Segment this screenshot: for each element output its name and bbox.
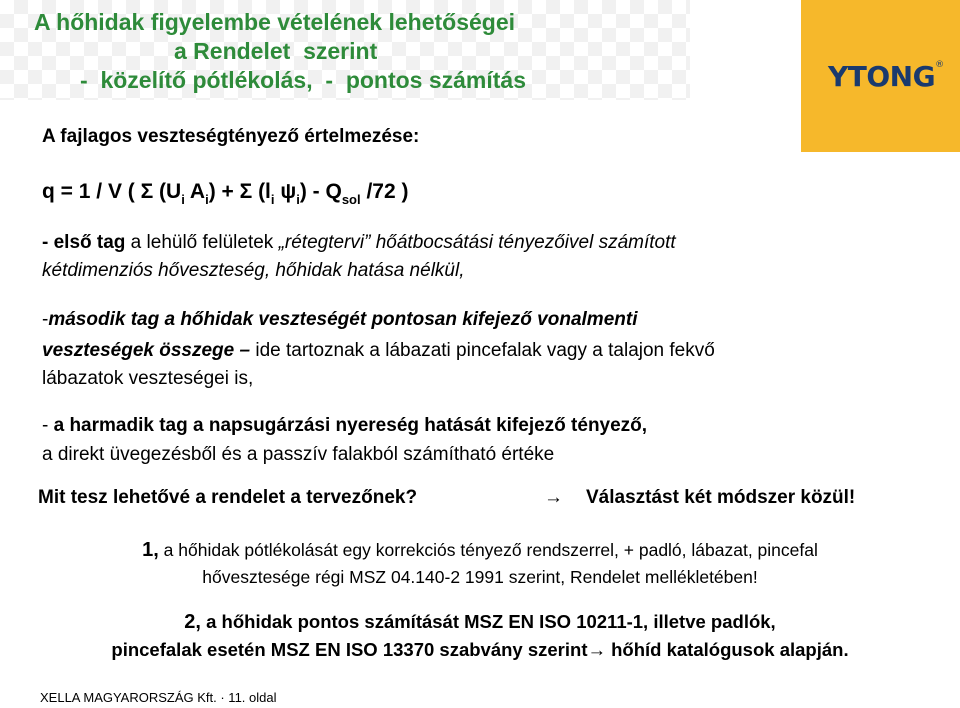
formula-part: /72 ) — [360, 180, 409, 203]
first-term-label: - első tag — [42, 232, 126, 253]
first-term-line-1 — [42, 231, 676, 255]
text-span: a hőhidak pontos számítását MSZ EN ISO 10211-1, illetve padlók, — [200, 611, 776, 632]
formula-subscript: i — [181, 192, 185, 207]
formula-part: ) - Q — [299, 180, 342, 203]
registered-mark: ® — [935, 60, 944, 70]
section-subtitle: A fajlagos veszteségtényező értelmezése: — [42, 126, 420, 147]
formula — [42, 180, 408, 206]
slide-title — [34, 8, 674, 95]
text-span: - — [42, 415, 54, 436]
logo-text: YTONG — [828, 60, 936, 93]
logo-wordmark — [828, 60, 944, 93]
third-term-label: a harmadik tag a napsugárzási nyereség hatását kifejező tényező, — [53, 415, 648, 436]
formula-subscript: i — [205, 192, 209, 207]
question-right: Választást két módszer közül! — [586, 487, 856, 508]
right-arrow-icon: → — [587, 639, 606, 660]
text-span: hőhíd katalógusok alapján. — [605, 639, 849, 660]
option-1-line-1 — [0, 537, 960, 563]
formula-subscript: i — [270, 192, 275, 207]
option-number: 2, — [184, 611, 201, 633]
second-term-line-1 — [42, 308, 637, 332]
second-term-line-2 — [42, 339, 715, 363]
right-arrow-icon: → — [544, 487, 563, 508]
second-term-label: második tag a hőhidak veszteségét pontosan kifejező vonalmenti — [48, 309, 638, 330]
ytong-logo — [801, 0, 960, 152]
second-term-line-3: lábazatok veszteségei is, — [42, 368, 254, 389]
footer: XELLA MAGYARORSZÁG Kft. · 11. oldal — [40, 690, 277, 705]
option-2-line-2 — [0, 637, 960, 663]
text-span: a lehülő felületek — [125, 232, 279, 253]
option-1-line-2: hővesztesége régi MSZ 04.140-2 1991 szerint, Rendelet mellékletében! — [202, 567, 758, 587]
formula-subscript: sol — [341, 192, 361, 207]
question-left: Mit tesz lehetővé a rendelet a tervezőnek? — [38, 487, 418, 508]
third-term-line-1 — [42, 414, 647, 438]
formula-subscript: i — [296, 192, 300, 207]
title-line-1: A hőhidak figyelembe vételének lehetőségei — [34, 9, 516, 35]
formula-part: ) + Σ (l — [208, 180, 271, 203]
formula-part: A — [184, 180, 206, 203]
text-span: veszteségek összege – — [42, 340, 251, 361]
text-span: pincefalak esetén MSZ EN ISO 13370 szabvány szerint — [111, 639, 588, 660]
formula-part: q = 1 / V ( Σ (U — [42, 180, 182, 203]
text-span: „rétegtervi” hőátbocsátási tényezőivel számított — [278, 232, 676, 253]
title-line-2: a Rendelet szerint — [174, 38, 378, 64]
text-span: a hőhidak pótlékolását egy korrekciós tényező rendszerrel, + padló, lábazat, pincefal — [158, 540, 818, 560]
third-term-line-2: a direkt üvegezésből és a passzív falakból számítható értéke — [42, 444, 555, 465]
option-2-line-1 — [0, 609, 960, 635]
title-line-3: - közelítő pótlékolás, - pontos számítás — [80, 67, 527, 93]
formula-part: ψ — [274, 180, 297, 203]
text-span: - — [42, 309, 49, 330]
first-term-line-2: kétdimenziós hőveszteség, hőhidak hatása nélkül, — [42, 260, 465, 281]
text-span: ide tartoznak a lábazati pincefalak vagy a talajon fekvő — [250, 340, 715, 361]
option-number: 1, — [142, 539, 159, 561]
